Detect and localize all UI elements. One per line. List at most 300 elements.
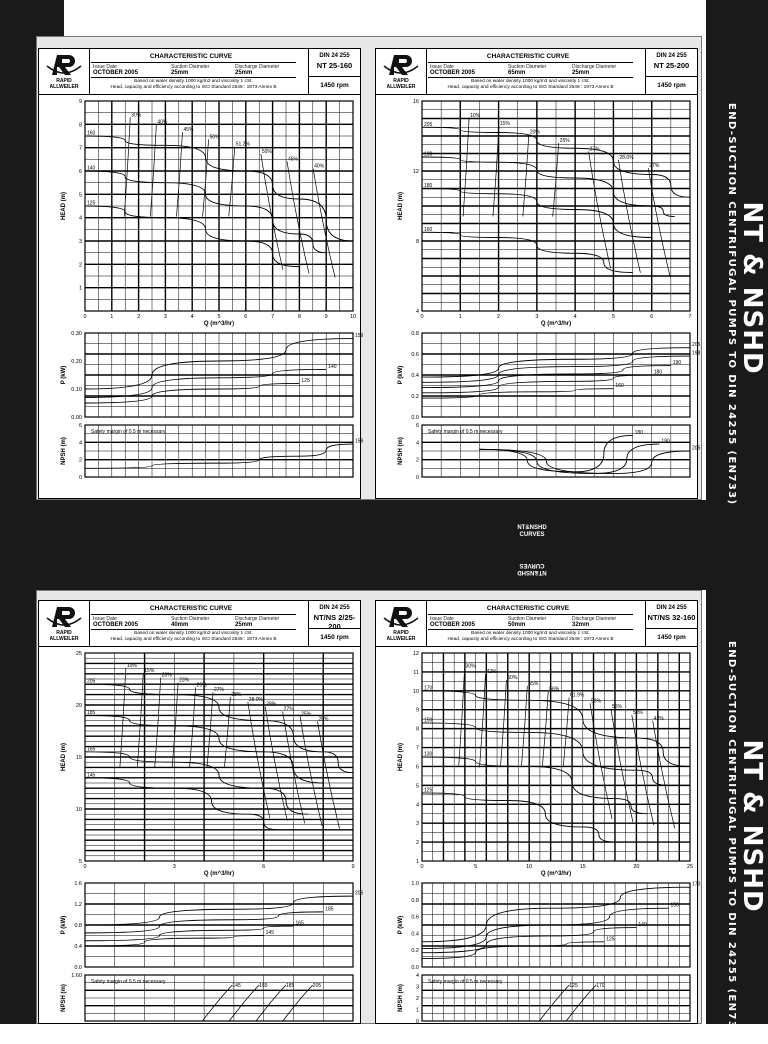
power-ytick: 0.4 <box>411 373 419 379</box>
head-xtick: 3 <box>172 864 176 870</box>
header-rule <box>91 629 296 630</box>
head-eff-label: 23% <box>179 677 190 684</box>
head-xtick: 9 <box>351 864 355 870</box>
head-eff-label: 40% <box>314 163 325 170</box>
power-ylabel: P (kW) <box>61 915 67 935</box>
brand-line2: ALLWEILER <box>49 84 79 90</box>
head-eff-label: 27% <box>213 687 224 694</box>
side-title: NT & NSHD <box>737 739 767 913</box>
issue-date-label: Issue Date <box>430 64 454 70</box>
head-ytick: 4 <box>415 802 419 809</box>
npsh-curve-label: 159 <box>355 438 364 445</box>
head-ytick: 4 <box>415 309 419 315</box>
brand-line1: RAPID <box>56 630 72 636</box>
npsh-ytick: 4 <box>415 440 419 447</box>
chart-plots <box>376 647 699 1023</box>
npsh-ytick: 1 <box>415 1007 419 1014</box>
q-axis-label: Q (m^3/hr) <box>203 321 235 327</box>
head-ytick: 9 <box>415 707 419 714</box>
power-ytick: 0.6 <box>411 352 419 358</box>
head-xtick: 5 <box>474 864 478 870</box>
npsh-ylabel: NPSH (m) <box>61 437 67 465</box>
head-curve-label: 165 <box>87 746 96 753</box>
npsh-curve-label: 205 <box>692 445 701 452</box>
npsh-ytick: 4 <box>78 440 82 447</box>
head-ylabel: HEAD (m) <box>61 743 67 771</box>
header-rule <box>91 77 296 78</box>
head-ytick: 20 <box>75 703 82 709</box>
tab-line2: CURVES <box>519 562 545 568</box>
head-ytick: 12 <box>412 169 419 175</box>
chart-note <box>428 79 633 91</box>
brand-line2: ALLWEILER <box>386 84 416 90</box>
head-eff-label: 55% <box>528 680 539 687</box>
head-xtick: 3 <box>535 314 539 320</box>
power-ytick: 1.0 <box>411 881 419 887</box>
discharge-label: Discharge Diameter <box>235 64 280 70</box>
head-ytick: 9 <box>78 99 82 105</box>
tab-line1: NT&NSHD <box>517 525 547 531</box>
head-ylabel: HEAD (m) <box>398 743 404 771</box>
chart-header <box>39 601 360 647</box>
power-ytick: 0.4 <box>74 944 82 950</box>
head-curve-label: 125 <box>424 787 433 794</box>
head-xtick: 9 <box>324 314 328 320</box>
head-curve-label: 145 <box>87 772 96 779</box>
header-rule <box>428 614 633 615</box>
head-xtick: 5 <box>611 314 615 320</box>
side-subtitle: END-SUCTION CENTRIFUGAL PUMPS TO DIN 24255 (EN733) <box>726 103 737 506</box>
head-eff-label: 15% <box>144 667 155 674</box>
power-ytick: 1.2 <box>74 902 82 908</box>
brand-line1: RAPID <box>393 78 409 84</box>
head-xtick: 0 <box>420 314 424 320</box>
head-xtick: 15 <box>579 864 586 870</box>
brand-line2: ALLWEILER <box>386 636 416 642</box>
power-curve-label: 165 <box>295 920 304 927</box>
power-ytick: 0.0 <box>411 415 419 421</box>
npsh-ytick: 2 <box>78 457 82 464</box>
npsh-ytick: 0 <box>415 475 419 481</box>
power-curve-label: 205 <box>355 890 364 897</box>
power-ytick: 1.6 <box>74 881 82 887</box>
q-axis-label: Q (m^3/hr) <box>540 321 572 327</box>
head-eff-label: 10% <box>470 112 481 119</box>
head-eff-label: 30% <box>465 663 476 670</box>
suction-label: Suction Diameter <box>171 616 210 622</box>
power-curve-label: 140 <box>638 922 647 929</box>
brand-name <box>380 630 422 642</box>
note-line2: Head, capacity and efficiency according to ISO Standard 2548 : 1973 Annex B <box>110 85 277 90</box>
chart-plots <box>39 95 362 498</box>
head-xtick: 0 <box>83 314 87 320</box>
power-ytick: 0.4 <box>411 931 419 938</box>
head-eff-label: 20% <box>161 672 172 679</box>
head-xtick: 25 <box>686 864 694 870</box>
side-banner-top <box>707 103 767 506</box>
chart-header <box>39 49 360 95</box>
issue-date-label: Issue Date <box>430 616 454 622</box>
head-xtick: 6 <box>262 864 266 870</box>
power-curve-label: 150 <box>670 902 679 909</box>
suction-label: Suction Diameter <box>508 616 547 622</box>
head-curve-label: 160 <box>87 130 96 137</box>
npsh-ytick: 6 <box>78 423 82 429</box>
brand-name <box>380 78 422 90</box>
npsh-ytick: 0 <box>415 1019 419 1025</box>
power-ytick: 0.8 <box>411 331 419 337</box>
din-standard: DIN 24 255 <box>656 53 687 59</box>
suction-value: 65mm <box>508 70 526 76</box>
header-rule <box>428 62 633 63</box>
head-eff-label: 56% <box>549 686 560 693</box>
power-curve-label: 125 <box>301 377 310 384</box>
note-line1: Based on water density 1000 kg/m3 and viscosity 1 cSt. <box>134 631 253 636</box>
head-ytick: 6 <box>78 169 82 175</box>
pump-model: NT/NS 32-160 <box>647 613 696 622</box>
npsh-curve-label: 165 <box>259 983 268 989</box>
side-banner-bottom <box>707 641 767 1044</box>
head-ytick: 7 <box>415 745 419 752</box>
din-box <box>308 49 360 77</box>
brand-name <box>43 78 85 90</box>
head-ylabel: HEAD (m) <box>398 192 404 220</box>
rpm-value: 1450 rpm <box>645 629 697 647</box>
head-xtick: 2 <box>497 314 501 320</box>
head-ytick: 2 <box>415 840 419 847</box>
chart-note <box>91 79 296 91</box>
issue-date-label: Issue Date <box>93 64 117 70</box>
din-standard: DIN 24 255 <box>319 605 350 611</box>
suction-label: Suction Diameter <box>508 64 547 70</box>
npsh-ytick: 1.60 <box>71 973 82 979</box>
discharge-label: Discharge Diameter <box>572 616 617 622</box>
head-eff-label: 25% <box>559 138 570 144</box>
side-subtitle: END-SUCTION CENTRIFUGAL PUMPS TO DIN 24255 (EN733) <box>726 641 737 1044</box>
head-xtick: 6 <box>650 314 654 320</box>
head-curve-label: 130 <box>424 751 433 758</box>
head-curve-label: 185 <box>87 709 96 716</box>
npsh-ytick: 0 <box>78 475 82 481</box>
power-curve-label: 198 <box>692 350 701 357</box>
page-gap-band <box>64 500 706 590</box>
head-curve-label: 170 <box>424 685 433 692</box>
brand-name <box>43 630 85 642</box>
head-eff-label: 28% <box>266 701 277 708</box>
din-standard: DIN 24 255 <box>656 605 687 611</box>
npsh-curve-label: 145 <box>232 983 241 989</box>
note-line2: Head, capacity and efficiency according to ISO Standard 2548 : 1973 Annex B <box>447 637 614 642</box>
head-xtick: 1 <box>110 314 114 320</box>
head-xtick: 7 <box>271 314 275 320</box>
head-eff-label: 61.9% <box>570 692 585 699</box>
power-curve-label: 205 <box>692 342 701 349</box>
discharge-value: 25mm <box>235 70 253 76</box>
power-ylabel: P (kW) <box>398 915 404 935</box>
power-ytick: 0.30 <box>71 331 82 337</box>
head-ytick: 3 <box>415 821 419 828</box>
head-ytick: 16 <box>412 99 419 105</box>
logo-mark-icon <box>43 604 85 630</box>
head-ylabel: HEAD (m) <box>61 192 67 220</box>
head-eff-label: 51.2% <box>235 141 250 148</box>
header-rule <box>428 629 633 630</box>
head-eff-label: 50% <box>261 149 272 156</box>
note-line1: Based on water density 1000 kg/m3 and viscosity 1 cSt. <box>471 79 590 84</box>
safety-note: Safety margin of 0.5 m necessary <box>91 979 166 985</box>
power-curve-label: 145 <box>265 930 275 936</box>
power-ytick: 0.0 <box>411 965 419 971</box>
rpm-value: 1450 rpm <box>308 629 360 647</box>
head-xtick: 6 <box>244 314 248 320</box>
head-ytick: 8 <box>415 239 419 245</box>
chart-title: CHARACTERISTIC CURVE <box>149 53 233 60</box>
npsh-ytick: 6 <box>415 423 419 429</box>
power-curve-label: 160 <box>615 383 624 390</box>
head-xtick: 7 <box>688 314 692 320</box>
chart-title: CHARACTERISTIC CURVE <box>149 605 233 612</box>
head-eff-label: 50% <box>632 709 643 716</box>
head-xtick: 8 <box>297 314 301 320</box>
head-ytick: 4 <box>78 215 82 222</box>
power-ylabel: P (kW) <box>61 365 67 385</box>
chart-sheet-nt-ns-32-160 <box>375 600 701 1025</box>
head-ytick: 1 <box>415 859 419 865</box>
header-rule <box>91 614 296 615</box>
logo-mark-icon <box>380 52 422 78</box>
head-xtick: 0 <box>420 864 424 870</box>
chart-plots <box>376 95 699 498</box>
power-ytick: 0.2 <box>411 394 419 400</box>
head-eff-label: 25% <box>301 711 312 718</box>
chart-title: CHARACTERISTIC CURVE <box>486 53 570 60</box>
head-eff-label: 27% <box>649 163 660 170</box>
npsh-ytick: 2 <box>415 457 419 464</box>
issue-date-value: OCTOBER 2005 <box>430 622 475 628</box>
head-eff-label: 40% <box>157 119 168 126</box>
brand-line2: ALLWEILER <box>49 636 79 642</box>
head-eff-label: 50% <box>507 675 518 682</box>
head-eff-label: 20% <box>318 716 329 723</box>
power-ytick: 0.10 <box>71 387 82 393</box>
discharge-value: 32mm <box>572 622 590 628</box>
brand-logo <box>43 604 85 644</box>
head-curve-label: 180 <box>424 183 433 189</box>
head-ytick: 8 <box>78 122 82 129</box>
head-ytick: 8 <box>415 726 419 733</box>
head-eff-label: 58% <box>591 698 602 705</box>
issue-date-value: OCTOBER 2005 <box>93 70 138 76</box>
chart-note <box>91 631 296 643</box>
brand-logo <box>43 52 85 92</box>
head-ytick: 12 <box>412 651 419 657</box>
pump-model: NT 25-200 <box>653 61 690 70</box>
npsh-ytick: 2 <box>415 996 419 1002</box>
head-ytick: 11 <box>413 669 419 676</box>
side-title: NT & NSHD <box>737 201 767 375</box>
tab-curves-top[interactable] <box>508 519 556 547</box>
head-curve-label: 205 <box>87 678 96 685</box>
header-divider <box>89 601 90 647</box>
head-xtick: 0 <box>83 864 87 870</box>
head-curve-label: 198 <box>424 151 433 158</box>
power-ytick: 0.6 <box>411 914 419 921</box>
tab-line1: NT&NSHD <box>517 569 547 575</box>
note-line2: Head, capacity and efficiency according to ISO Standard 2548 : 1973 Annex B <box>110 637 277 642</box>
npsh-curve-label: 190 <box>661 438 670 445</box>
head-ytick: 7 <box>78 145 82 152</box>
head-xtick: 10 <box>349 314 357 320</box>
chart-sheet-nt-ns-2-25-200 <box>38 600 364 1024</box>
head-curve-label: 140 <box>87 165 96 172</box>
head-eff-label: 30% <box>131 112 142 119</box>
brand-line1: RAPID <box>393 630 409 636</box>
power-curve-label: 140 <box>328 363 337 370</box>
discharge-label: Discharge Diameter <box>572 64 617 70</box>
head-ytick: 5 <box>415 783 419 790</box>
npsh-curve-label: 125 <box>569 983 578 989</box>
head-ytick: 15 <box>75 755 82 761</box>
head-eff-label: 25% <box>196 682 207 689</box>
tab-curves-bottom[interactable] <box>508 553 556 581</box>
power-ylabel: P (kW) <box>398 365 404 385</box>
npsh-curve-label: 180 <box>634 429 643 436</box>
head-eff-label: 42% <box>653 715 664 722</box>
power-ytick: 0.20 <box>71 359 82 365</box>
head-eff-label: 15% <box>499 121 510 128</box>
head-ytick: 5 <box>78 859 82 865</box>
issue-date-value: OCTOBER 2005 <box>93 622 138 628</box>
brand-line1: RAPID <box>56 78 72 84</box>
note-line2: Head, capacity and efficiency according to ISO Standard 2548 : 1973 Annex B <box>447 85 614 90</box>
issue-date-label: Issue Date <box>93 616 117 622</box>
power-curve-label: 180 <box>653 369 663 376</box>
din-box <box>645 49 697 77</box>
safety-note: Safety margin of 0.5 m necessary <box>428 429 503 435</box>
npsh-ylabel: NPSH (m) <box>61 984 67 1012</box>
safety-note: Safety margin of 0.5 m necessary <box>91 429 166 435</box>
din-box <box>308 601 360 629</box>
head-ytick: 2 <box>78 262 82 269</box>
safety-note: Safety margin of 0.5 m necessary <box>428 979 503 985</box>
power-curve-label: 159 <box>355 333 364 340</box>
chart-plots <box>39 647 362 1023</box>
chart-note <box>428 631 633 643</box>
power-ytick: 0.00 <box>71 415 82 421</box>
head-curve-label: 160 <box>424 226 433 233</box>
q-axis-label: Q (m^3/hr) <box>540 871 572 877</box>
power-ytick: 0.8 <box>74 923 82 929</box>
npsh-curve-label: 170 <box>596 983 605 989</box>
head-xtick: 5 <box>217 314 221 320</box>
chart-header <box>376 601 697 647</box>
header-rule <box>91 62 296 63</box>
suction-value: 40mm <box>171 622 189 628</box>
head-curve-label: 205 <box>424 121 433 128</box>
pump-model: NT 25-160 <box>316 61 353 70</box>
npsh-ytick: 4 <box>415 973 419 979</box>
chart-sheet-nt-25-200 <box>375 48 701 499</box>
head-eff-label: 28.0% <box>248 696 263 703</box>
power-ytick: 0.8 <box>411 897 419 904</box>
head-ytick: 25 <box>75 651 82 657</box>
brand-logo <box>380 52 422 92</box>
head-curve-label: 125 <box>87 200 96 207</box>
head-xtick: 3 <box>163 314 167 320</box>
head-eff-label: 45% <box>288 156 299 163</box>
npsh-curve-label: 205 <box>312 983 322 989</box>
head-eff-label: 27% <box>283 706 294 713</box>
header-divider <box>426 601 427 647</box>
npsh-ylabel: NPSH (m) <box>398 984 404 1012</box>
discharge-label: Discharge Diameter <box>235 616 280 622</box>
head-xtick: 4 <box>190 314 194 320</box>
head-eff-label: 55% <box>611 704 622 711</box>
suction-value: 50mm <box>508 622 526 628</box>
logo-mark-icon <box>380 604 422 630</box>
rpm-value: 1450 rpm <box>308 77 360 95</box>
chart-header <box>376 49 697 95</box>
head-xtick: 2 <box>137 314 141 320</box>
pump-model: NT/NS 2/25-200 <box>313 613 356 631</box>
head-ytick: 1 <box>78 285 82 292</box>
suction-value: 25mm <box>171 70 189 76</box>
power-curve-label: 185 <box>325 906 334 913</box>
head-eff-label: 27% <box>589 146 600 153</box>
head-ytick: 5 <box>78 192 82 199</box>
npsh-curve-label: 185 <box>286 983 295 989</box>
head-eff-label: 45% <box>183 126 194 133</box>
head-curve-label: 150 <box>424 717 433 724</box>
power-ytick: 0.0 <box>74 965 82 971</box>
head-ytick: 6 <box>415 764 419 771</box>
head-ytick: 10 <box>412 688 419 695</box>
chart-title: CHARACTERISTIC CURVE <box>486 605 570 612</box>
chart-sheet-nt-25-160 <box>38 48 364 499</box>
head-xtick: 1 <box>458 314 462 320</box>
note-line1: Based on water density 1000 kg/m3 and viscosity 1 cSt. <box>134 79 253 84</box>
npsh-ylabel: NPSH (m) <box>398 437 404 465</box>
header-rule <box>428 77 633 78</box>
logo-mark-icon <box>43 52 85 78</box>
suction-label: Suction Diameter <box>171 64 210 70</box>
head-eff-label: 28.0% <box>619 154 634 161</box>
power-ytick: 0.2 <box>411 948 419 955</box>
power-curve-label: 190 <box>672 360 682 367</box>
head-xtick: 4 <box>573 314 577 320</box>
issue-date-value: OCTOBER 2005 <box>430 70 475 76</box>
head-eff-label: 42% <box>486 669 497 676</box>
head-eff-label: 50% <box>209 134 220 141</box>
header-divider <box>89 49 90 95</box>
discharge-value: 25mm <box>235 622 253 628</box>
head-eff-label: 28% <box>231 692 242 699</box>
power-curve-label: 170 <box>692 881 701 888</box>
q-axis-label: Q (m^3/hr) <box>203 871 235 877</box>
note-line1: Based on water density 1000 kg/m3 and viscosity 1 cSt. <box>471 631 590 636</box>
npsh-ytick: 3 <box>415 984 419 991</box>
din-box <box>645 601 697 629</box>
head-ytick: 10 <box>75 807 82 813</box>
brand-logo <box>380 604 422 644</box>
header-divider <box>426 49 427 95</box>
head-eff-label: 10% <box>126 662 137 669</box>
rpm-value: 1450 rpm <box>645 77 697 95</box>
head-xtick: 10 <box>526 864 533 870</box>
discharge-value: 25mm <box>572 70 590 76</box>
head-xtick: 20 <box>633 864 640 870</box>
din-standard: DIN 24 255 <box>319 53 350 59</box>
